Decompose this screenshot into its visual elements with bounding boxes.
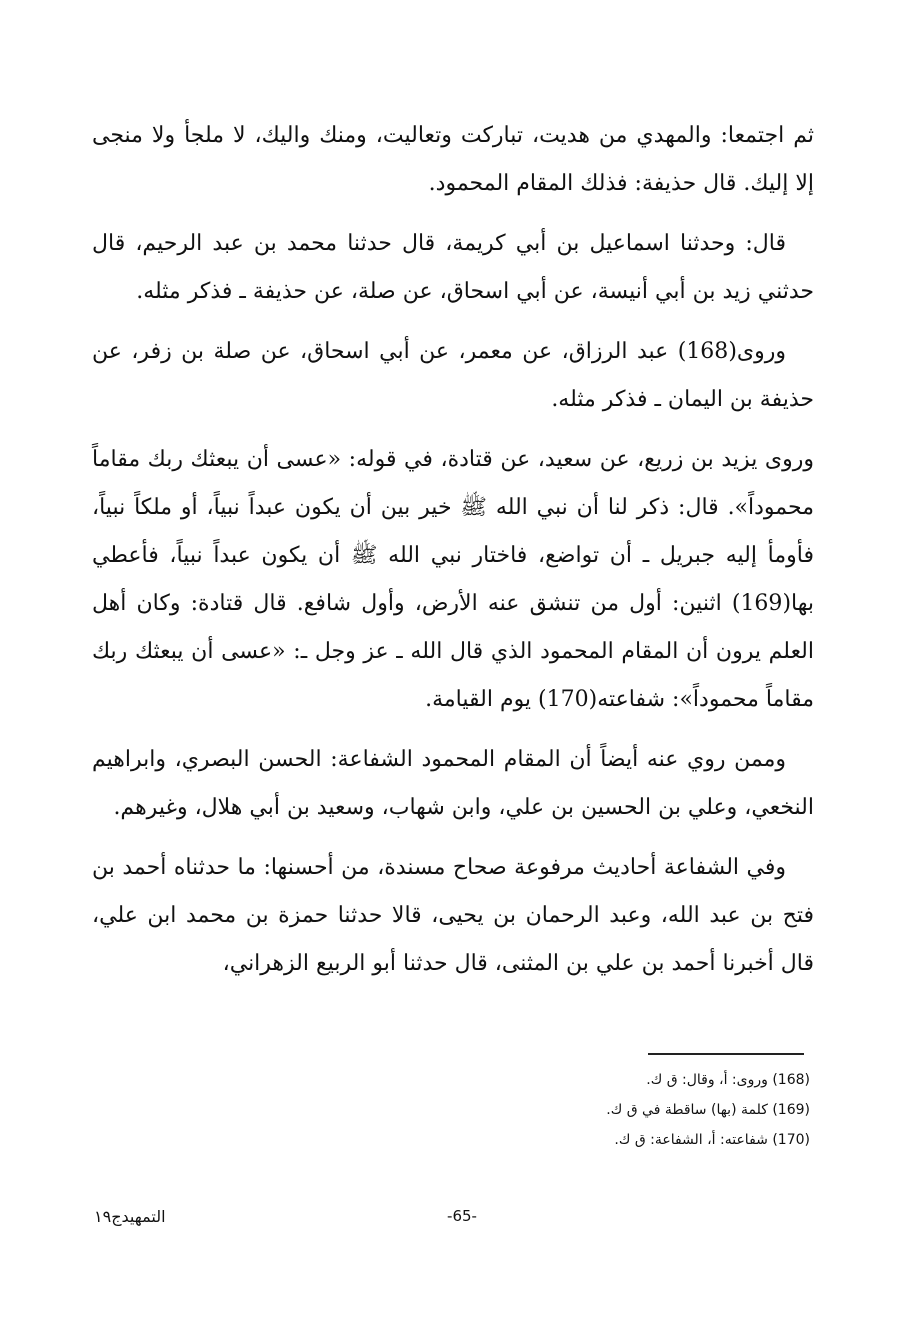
paragraph: قال: وحدثنا اسماعيل بن أبي كريمة، قال حدثنا محمد بن عبد الرحيم، قال حدثني زيد بن أبي أنيسة، عن أبي اسحاق، عن صلة، عن حذيفة ـ فذكر مثله.: [92, 231, 814, 304]
footnote: (169) كلمة (بها) ساقطة في ق ك.: [606, 1102, 810, 1118]
paragraph: وروى(168) عبد الرزاق، عن معمر، عن أبي اسحاق، عن صلة بن زفر، عن حذيفة بن اليمان ـ فذكر مثله.: [92, 339, 814, 412]
paragraph: وممن روي عنه أيضاً أن المقام المحمود الشفاعة: الحسن البصري، وابراهيم النخعي، وعلي بن الحسين بن علي، وابن شهاب، وسعيد بن أبي هلال، وغيرهم.: [92, 747, 814, 820]
footnote: (170) شفاعته: أ، الشفاعة: ق ك.: [614, 1132, 810, 1148]
paragraph: وروى يزيد بن زريع، عن سعيد، عن قتادة، في قوله: «عسى أن يبعثك ربك مقاماً محموداً». قال: ذكر لنا أن نبي الله ﷺ خير بين أن يكون عبداً نبياً، أو ملكاً نبياً، فأومأ إليه جبريل ـ أن تواضع، فاختار نبي الله ﷺ أن يكون عبداً نبياً، فأعطي بها(169) اثنين: أول من تنشق عنه الأرض، وأول شافع. قال قتادة: وكان أهل العلم يرون أن المقام المحمود الذي قال الله ـ عز وجل ـ: «عسى أن يبعثك ربك مقاماً محموداً»: شفاعته(170) يوم القيامة.: [92, 447, 814, 712]
paragraph: ثم اجتمعا: والمهدي من هديت، تباركت وتعاليت، ومنك واليك، لا ملجأ ولا منجى إلا إليك. قال حذيفة: فذلك المقام المحمود.: [92, 123, 814, 196]
footnotes: [390, 1065, 810, 1155]
paragraph: وفي الشفاعة أحاديث مرفوعة صحاح مسندة، من أحسنها: ما حدثناه أحمد بن فتح بن عبد الله، وعبد الرحمان بن يحيى، قالا حدثنا حمزة بن محمد ابن علي، قال أخبرنا أحمد بن علي بن المثنى، قال حدثنا أبو الربيع الزهراني،: [92, 855, 814, 976]
footnote-divider: [648, 1053, 804, 1055]
footnote: (168) وروى: أ، وقال: ق ك.: [646, 1072, 810, 1088]
printer-signature: التمهيدج١٩: [94, 1207, 166, 1226]
page-number: -65-: [447, 1207, 477, 1225]
main-text: [92, 112, 814, 1000]
